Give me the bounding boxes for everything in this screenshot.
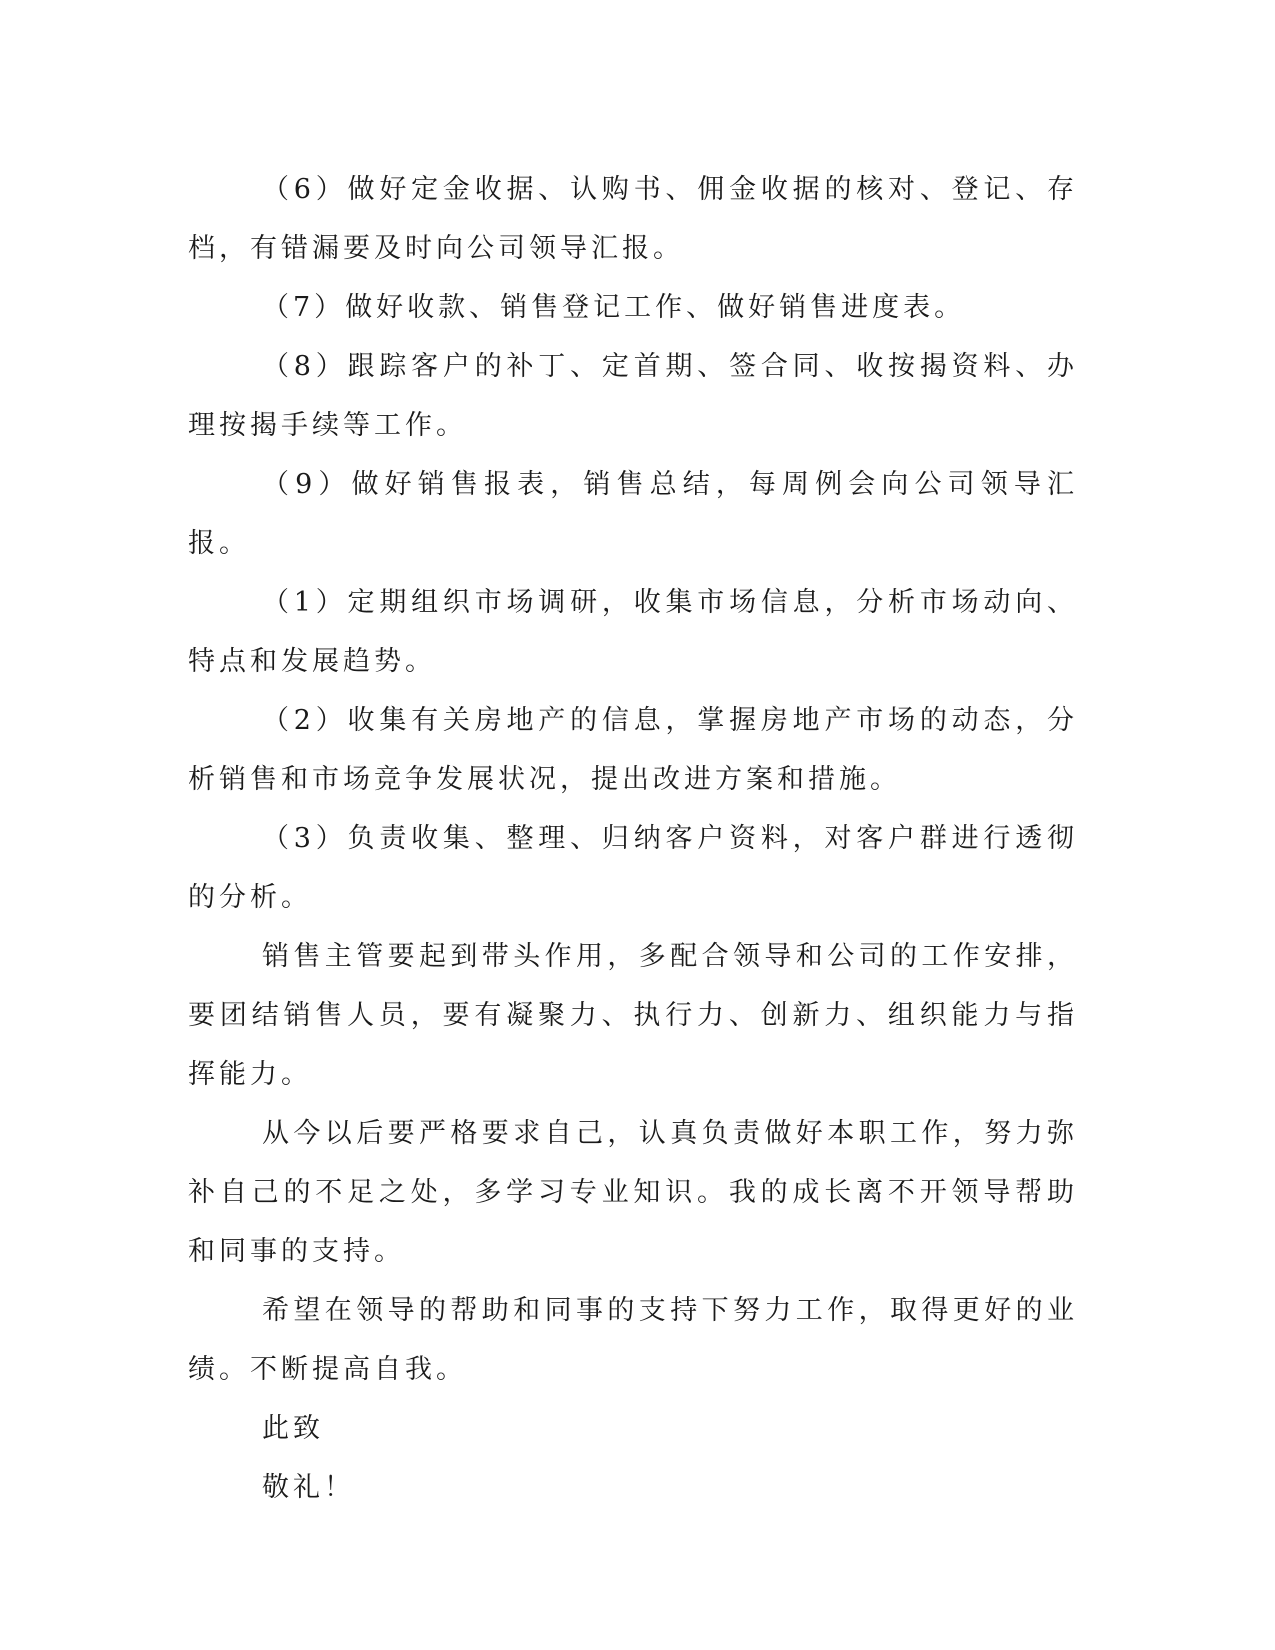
paragraph-item-2: （2）收集有关房地产的信息，掌握房地产市场的动态，分析销售和市场竞争发展状况，提出改进方案和措施。 bbox=[188, 705, 1078, 795]
paragraph-item-1: （1）定期组织市场调研，收集市场信息，分析市场动向、特点和发展趋势。 bbox=[188, 587, 1078, 677]
paragraph-hope: 希望在领导的帮助和同事的支持下努力工作，取得更好的业绩。不断提高自我。 bbox=[188, 1295, 1078, 1385]
paragraph-self-commitment: 从今以后要严格要求自己，认真负责做好本职工作，努力弥补自己的不足之处，多学习专业知识。我的成长离不开领导帮助和同事的支持。 bbox=[188, 1118, 1078, 1267]
closing-salutation: 此致 bbox=[262, 1413, 324, 1444]
paragraph-item-7: （7）做好收款、销售登记工作、做好销售进度表。 bbox=[262, 292, 966, 323]
document-body bbox=[188, 160, 1078, 1517]
paragraph-item-6: （6）做好定金收据、认购书、佣金收据的核对、登记、存档，有错漏要及时向公司领导汇报。 bbox=[188, 174, 1078, 264]
closing-regards: 敬礼！ bbox=[262, 1472, 355, 1503]
paragraph-item-3: （3）负责收集、整理、归纳客户资料，对客户群进行透彻的分析。 bbox=[188, 823, 1078, 913]
paragraph-supervisor-role: 销售主管要起到带头作用，多配合领导和公司的工作安排，要团结销售人员，要有凝聚力、执行力、创新力、组织能力与指挥能力。 bbox=[188, 941, 1078, 1090]
paragraph-item-8: （8）跟踪客户的补丁、定首期、签合同、收按揭资料、办理按揭手续等工作。 bbox=[188, 351, 1078, 441]
paragraph-item-9: （9）做好销售报表，销售总结，每周例会向公司领导汇报。 bbox=[188, 469, 1078, 559]
